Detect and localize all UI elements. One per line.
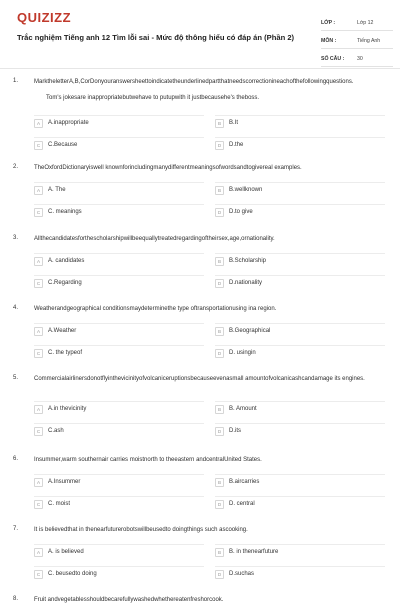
option-a[interactable] (34, 253, 204, 268)
option-letter: C (34, 279, 43, 288)
option-text: A.Weather (48, 328, 77, 334)
meta-label: SỐ CÂU : (321, 56, 345, 62)
option-letter: A (34, 119, 43, 128)
quizizz-logo: QUIZIZZ (17, 10, 72, 25)
question-number: 8. (13, 596, 19, 602)
question-number: 5. (13, 375, 19, 381)
option-text: B. in thenearfuture (229, 549, 279, 555)
option-text: B. Amount (229, 406, 257, 412)
meta-value: Lớp 12 (357, 20, 374, 26)
option-a[interactable] (34, 544, 204, 559)
option-b[interactable] (215, 544, 385, 559)
option-text: B.It (229, 120, 239, 126)
option-d[interactable] (215, 345, 385, 360)
option-letter: A (34, 478, 43, 487)
question-number: 6. (13, 456, 19, 462)
option-letter: D (215, 349, 224, 358)
option-b[interactable] (215, 401, 385, 416)
meta-label: LỚP : (321, 20, 336, 26)
option-letter: C (34, 208, 43, 217)
option-letter: D (215, 500, 224, 509)
option-a[interactable] (34, 115, 204, 130)
option-letter: B (215, 257, 224, 266)
option-letter: B (215, 119, 224, 128)
question-number: 2. (13, 164, 19, 170)
meta-label: MÔN : (321, 38, 337, 44)
option-d[interactable] (215, 566, 385, 581)
option-letter: D (215, 570, 224, 579)
option-letter: C (34, 141, 43, 150)
option-letter: B (215, 405, 224, 414)
option-a[interactable] (34, 323, 204, 338)
option-text: B.aircarries (229, 479, 260, 485)
question-number: 3. (13, 235, 19, 241)
option-a[interactable] (34, 182, 204, 197)
question-text: Commercialairlinersdonotflyinthevicinityofvolcaniceruptionsbecauseevenasmall amountofvolcanicashcandamage its engines. (34, 376, 365, 382)
question-5 (0, 375, 400, 456)
option-text: D.suchas (229, 571, 255, 577)
option-c[interactable] (34, 423, 204, 438)
question-text: It is believedthat in thenearfuturerobotswillbeusedto doingthings such ascooking. (34, 527, 248, 533)
option-text: A.inappropriate (48, 120, 89, 126)
option-letter: C (34, 349, 43, 358)
question-6 (0, 456, 400, 526)
question-3 (0, 235, 400, 305)
option-d[interactable] (215, 137, 385, 152)
question-text: TheOxfordDictionaryiswell knownforincludingmanydifferentmeaningsofwordsandtogivereal examples. (34, 165, 302, 171)
option-a[interactable] (34, 401, 204, 416)
question-8 (0, 596, 400, 616)
option-letter: D (215, 208, 224, 217)
option-c[interactable] (34, 345, 204, 360)
question-text: Insummer,warm southernair carries moistnorth to theeastern andcentralUnited States. (34, 457, 262, 463)
question-number: 1. (13, 78, 19, 84)
question-2 (0, 164, 400, 235)
question-number: 4. (13, 305, 19, 311)
meta-row-count (321, 52, 393, 67)
question-4 (0, 305, 400, 375)
page-title: Trắc nghiệm Tiếng anh 12 Tìm lỗi sai - Mức độ thông hiểu có đáp án (Phần 2) (17, 33, 295, 42)
question-list (0, 78, 400, 616)
option-letter: D (215, 427, 224, 436)
meta-row-class (321, 16, 393, 31)
option-text: B.Geographical (229, 328, 271, 334)
option-text: C. the typeof (48, 350, 83, 356)
question-text: Weatherandgeographical conditionsmaydeterminethe type oftransportationusing ina region. (34, 306, 277, 312)
option-letter: A (34, 186, 43, 195)
option-a[interactable] (34, 474, 204, 489)
meta-value: 30 (357, 56, 363, 62)
question-text: Fruit andvegetablesshouldbecarefullywashedwhethereatenfreshorcook. (34, 597, 224, 603)
header-divider (0, 68, 400, 69)
option-text: D. central (229, 501, 255, 507)
option-text: C.Regarding (48, 280, 82, 286)
option-c[interactable] (34, 566, 204, 581)
option-letter: C (34, 427, 43, 436)
question-7 (0, 526, 400, 596)
option-b[interactable] (215, 474, 385, 489)
option-letter: A (34, 548, 43, 557)
question-1 (0, 78, 400, 164)
option-text: C.ash (48, 428, 64, 434)
option-text: A.Insummer (48, 479, 81, 485)
option-d[interactable] (215, 275, 385, 290)
option-text: A. is believed (48, 549, 84, 555)
option-letter: B (215, 478, 224, 487)
option-d[interactable] (215, 204, 385, 219)
option-b[interactable] (215, 182, 385, 197)
option-d[interactable] (215, 423, 385, 438)
option-letter: A (34, 405, 43, 414)
option-letter: B (215, 548, 224, 557)
option-text: B.wellknown (229, 187, 263, 193)
meta-row-subject (321, 34, 393, 49)
option-d[interactable] (215, 496, 385, 511)
option-b[interactable] (215, 115, 385, 130)
option-letter: D (215, 141, 224, 150)
option-c[interactable] (34, 275, 204, 290)
meta-panel (321, 16, 393, 70)
option-text: D. usingin (229, 350, 256, 356)
question-text: Allthecandidatesforthescholarshipwillbeequallytreatedregardingoftheirsex,age,ornationality. (34, 236, 275, 242)
question-text: MarktheletterA,B,CorDonyouranswersheettoindicatetheunderlinedpartthatneedscorrectionineachofthefollowingquestions. (34, 79, 354, 85)
option-letter: D (215, 279, 224, 288)
option-c[interactable] (34, 496, 204, 511)
option-letter: B (215, 327, 224, 336)
option-letter: C (34, 500, 43, 509)
option-c[interactable] (34, 204, 204, 219)
meta-value: Tiếng Anh (357, 38, 381, 44)
option-text: A. candidates (48, 258, 85, 264)
option-text: D.its (229, 428, 241, 434)
option-text: C. moist (48, 501, 71, 507)
question-sentence: Tom's jokesare inappropriatebutwehave to putupwith it justbecausehe's theboss. (46, 95, 260, 101)
option-text: D.nationality (229, 280, 263, 286)
option-b[interactable] (215, 253, 385, 268)
option-b[interactable] (215, 323, 385, 338)
option-letter: B (215, 186, 224, 195)
option-text: D.the (229, 142, 244, 148)
option-text: D.to give (229, 209, 253, 215)
option-letter: C (34, 570, 43, 579)
option-c[interactable] (34, 137, 204, 152)
option-text: C.Because (48, 142, 78, 148)
option-text: A. The (48, 187, 66, 193)
option-letter: A (34, 257, 43, 266)
option-text: B.Scholarship (229, 258, 267, 264)
option-text: C. meanings (48, 209, 82, 215)
question-number: 7. (13, 526, 19, 532)
option-text: A.in thevicinity (48, 406, 87, 412)
option-text: C. beusedto doing (48, 571, 97, 577)
option-letter: A (34, 327, 43, 336)
